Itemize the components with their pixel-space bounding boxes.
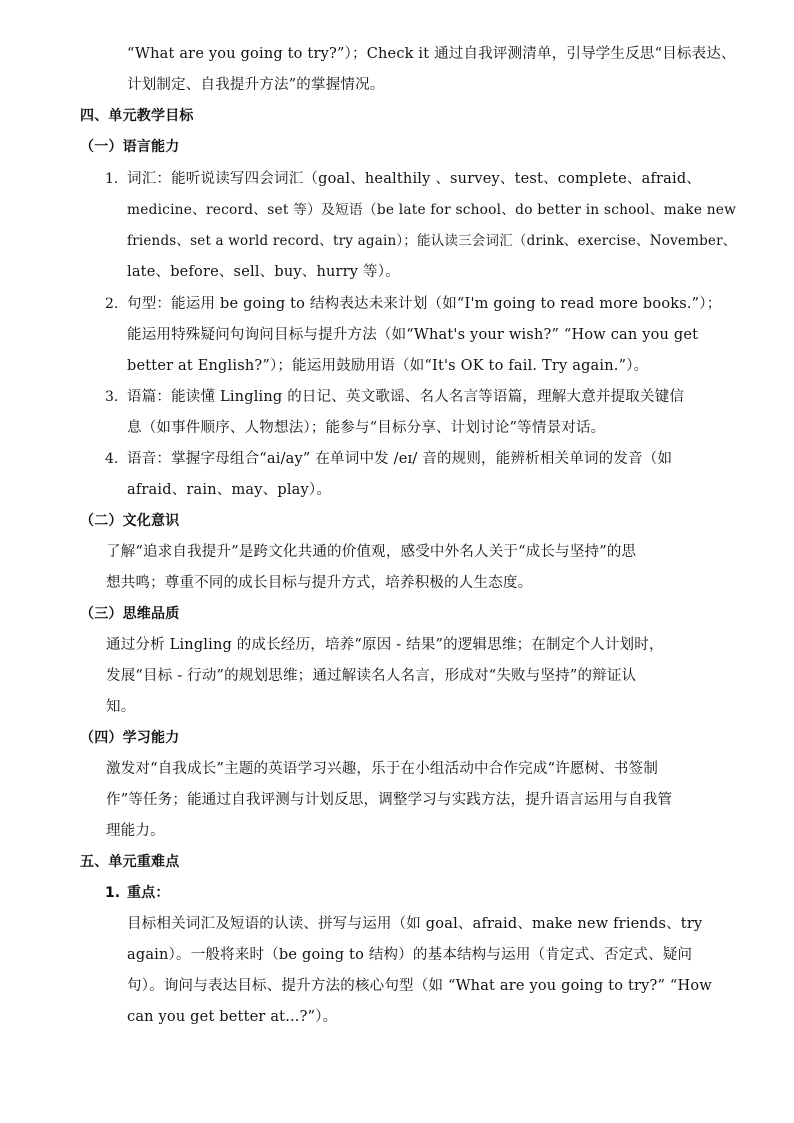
list-item-line: afraid、rain、may、play）。	[127, 482, 332, 498]
list-item-line: 能运用特殊疑问句询问目标与提升方法（如“What's your wish?” “How can you get	[127, 327, 699, 343]
paragraph-line: 通过分析 Lingling 的成长经历，培养“原因 - 结果”的逻辑思维；在制定个人计划时，	[106, 637, 664, 653]
paragraph-line: again）。一般将来时（be going to 结构）的基本结构与运用（肯定式、否定式、疑问	[127, 947, 693, 963]
subsection-heading: （二）文化意识	[80, 513, 180, 529]
list-item-line: late、before、sell、buy、hurry 等）。	[127, 264, 400, 280]
section-heading: 五、单元重难点	[80, 854, 180, 870]
subsection-heading: （三）思维品质	[80, 606, 180, 622]
paragraph-line: 理能力。	[106, 823, 165, 839]
list-item-line: better at English?”）；能运用鼓励用语（如“It's OK to fail. Try again.”）。	[127, 358, 649, 374]
paragraph-line: can you get better at...?”）。	[127, 1009, 338, 1025]
list-item-line: 语篇：能读懂 Lingling 的日记、英文歌谣、名人名言等语篇，理解大意并提取关键信	[127, 389, 685, 405]
subsection-heading: （一）语言能力	[80, 139, 180, 155]
list-number: 4.	[105, 451, 119, 467]
paragraph-line: 句）。询问与表达目标、提升方法的核心句型（如 “What are you going to try?” “How	[127, 978, 712, 994]
paragraph-line: 计划制定、自我提升方法”的掌握情况。	[127, 77, 385, 93]
paragraph-line: 目标相关词汇及短语的认读、拼写与运用（如 goal、afraid、make new friends、try	[127, 916, 703, 932]
paragraph-line: 发展“目标 - 行动”的规划思维；通过解读名人名言，形成对“失败与坚持”的辩证认	[106, 668, 637, 684]
list-number: 3.	[105, 389, 119, 405]
paragraph-line: 了解“追求自我提升”是跨文化共通的价值观，感受中外名人关于“成长与坚持”的思	[106, 544, 637, 560]
key-points-label: 重点：	[127, 885, 170, 901]
list-number: 1.	[105, 171, 119, 187]
list-item-line: medicine、record、set 等）及短语（be late for school、do better in school、make new	[127, 202, 737, 218]
list-item-line: 语音：掌握字母组合“ai/ay” 在单词中发 /eɪ/ 音的规则，能辨析相关单词的发音（如	[127, 451, 673, 467]
paragraph-line: 知。	[106, 699, 136, 715]
subsection-heading: （四）学习能力	[80, 730, 180, 746]
paragraph-line: 想共鸣；尊重不同的成长目标与提升方式，培养积极的人生态度。	[106, 575, 533, 591]
list-item-line: friends、set a world record、try again）；能认读三会词汇（drink、exercise、November、	[127, 233, 737, 249]
list-number: 1.	[105, 885, 121, 901]
paragraph-line: “What are you going to try?”）；Check it 通过自我评测清单，引导学生反思“目标表达、	[127, 46, 736, 62]
list-item-line: 句型：能运用 be going to 结构表达未来计划（如“I'm going to read more books.”）；	[127, 296, 722, 312]
paragraph-line: 作”等任务；能通过自我评测与计划反思，调整学习与实践方法，提升语言运用与自我管	[106, 792, 673, 808]
paragraph-line: 激发对“自我成长”主题的英语学习兴趣，乐于在小组活动中合作完成“许愿树、书签制	[106, 761, 659, 777]
list-number: 2.	[105, 296, 119, 312]
section-heading: 四、单元教学目标	[80, 108, 194, 124]
list-item-line: 息（如事件顺序、人物想法）；能参与“目标分享、计划讨论”等情景对话。	[127, 420, 606, 436]
list-item-line: 词汇：能听说读写四会词汇（goal、healthily 、survey、test、complete、afraid、	[127, 171, 702, 187]
